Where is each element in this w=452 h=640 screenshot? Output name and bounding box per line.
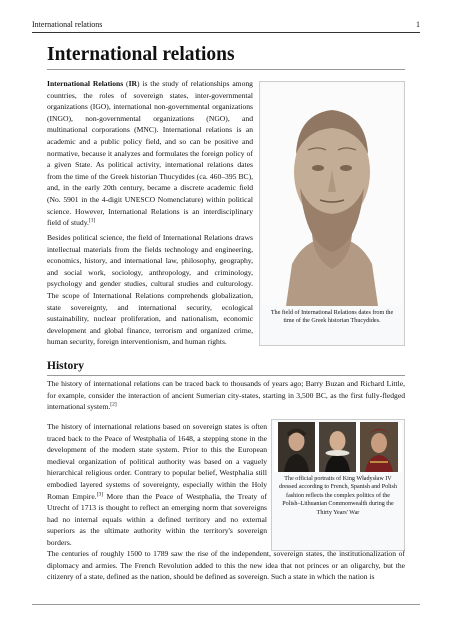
thucydides-figure: [259, 81, 405, 346]
history-paragraph-2-text-b: More than the Peace of Westphalia, the Treaty of Utrecht of 1713 is thought to reflect an emerging norm that sovereigns had no internal equals within a defined territory and no external superiors as the ultimate authority within the territory's sovereign borders.: [47, 491, 267, 547]
page-number: 1: [416, 20, 420, 29]
reference-link-1[interactable]: [1]: [88, 217, 96, 224]
history-paragraph-2-text-a: The history of international relations based on sovereign states is often traced back to the Peace of Westphalia of 1648, a stepping stone in the development of the modern state system. Prior to this the European medieval organization of political authority was based on a vaguely hierarchical religious order. Contrary to popular belief, Westphalia still embodied layered systems of sovereignty, especially within the Holy Roman Empire.: [47, 422, 267, 501]
running-header: [32, 20, 420, 33]
history-paragraph-1: [47, 378, 405, 413]
intro-paragraph-1-text: ) is the study of relationships among countries, the roles of sovereign states, inter-governmental organizations (IGO), international non-governmental organizations (INGO), non-governmental organizations (NGO), and multinational corporations (MNC). International relations is an academic and a public policy field, and so can be positive and normative, because it analyzes and formulates the foreign policy of a given State. As political activity, international relations dates from the time of the Greek historian Thucydides (ca. 460–395 BC), and, in the early 20th century, became a discrete academic field (No. 5901 in the 4-digit UNESCO Nomenclature) within political science. However, International Relations is an interdisciplinary field of study.: [47, 79, 253, 228]
intro-paragraph-1: International Relations (IR) is the study of relationships among countries, the roles of sovereign states, inter-governmental organizations (IGO), international non-governmental organizations (INGO), non-governmental organizations (NGO), and multinational corporations (MNC). International relations is an academic and a public policy field, and so can be positive and normative, because it analyzes and formulates the foreign policy of a given State. As political activity, international relations dates from the time of the Greek historian Thucydides (ca. 460–395 BC), and, in the early 20th century, became a discrete academic field (No. 5901 in the 4-digit UNESCO Nomenclature) within political science. However, International Relations is an interdisciplinary field of study.[1]: [47, 79, 253, 228]
history-paragraph-2: [47, 421, 267, 549]
reference-link-2[interactable]: [2]: [110, 401, 117, 408]
history-paragraph-3: The centuries of roughly 1500 to 1789 saw the rise of the independent, sovereign states, the institutionalization of diplomacy and armies. The French Revolution added to this the new idea that not princes or an oligarchy, but the citizenry of a state, defined as the nation, should be defined as sovereign. Such a state in which the nation is: [47, 549, 405, 582]
history-heading: History: [47, 359, 405, 376]
thucydides-bust-image: [262, 84, 402, 306]
lead-abbreviation: IR: [128, 79, 138, 88]
wladyslaw-caption: The official portraits of King Władysław IV dressed according to French, Spanish and Polish fashion reflects the complex politics of the Polish–Lithuanian Commonwealth during the Thirty Years' War: [279, 476, 397, 516]
article-title: International relations: [47, 43, 405, 70]
wladyslaw-portraits-figure: [271, 419, 405, 551]
thucydides-caption: The field of International Relations dates from the time of the Greek historian Thucydides.: [270, 310, 394, 325]
history-paragraph-1-text: The history of international relations can be traced back to thousands of years ago; Barry Buzan and Richard Little, for example, consider the interaction of ancient Sumerian city-states, starting in 3,500 BC, as the first fully-fledged international system.: [47, 379, 405, 412]
wladyslaw-portraits-image: [274, 422, 402, 472]
lead-term: International Relations: [47, 79, 124, 88]
reference-link-3[interactable]: [3]: [96, 491, 104, 498]
footer-rule: [32, 604, 420, 605]
running-title: International relations: [32, 20, 103, 29]
intro-paragraph-2: Besides political science, the field of International Relations draws intellectual materials from the fields technology and engineering, economics, history, and international law, philosophy, geography, and social work, sociology, anthropology, and criminology, psychology and gender studies, cultural studies and culturology. The scope of International Relations comprehends globalization, state sovereignty, and international security, ecological sustainability, nuclear proliferation, and nationalism, economic development and global finance, terrorism and organized crime, human security, foreign interventionism, and human rights.: [47, 233, 253, 347]
